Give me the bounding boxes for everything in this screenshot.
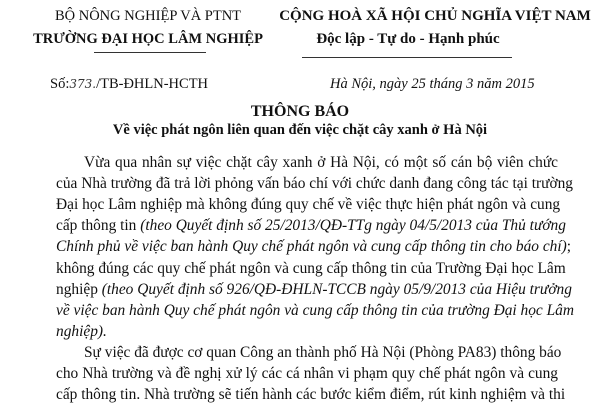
italic-citation-text: Chính phủ về việc ban hành Quy chế phát ngôn và cung cấp thông tin cho báo chí) (56, 238, 567, 256)
republic-name: CỘNG HOÀ XÃ HỘI CHỦ NGHĨA VIỆT NAM (279, 8, 591, 24)
body-text: Vừa qua nhân sự việc chặt cây xanh ở Hà Nội, có một số cán bộ viên chức (84, 154, 558, 171)
body-text: cho Nhà trường và đề nghị xử lý các cá nhân vi phạm quy chế phát ngôn và cung (56, 365, 558, 382)
body-text-line (56, 237, 572, 257)
body-text-line (56, 364, 558, 384)
body-text-line (84, 343, 562, 363)
body-text-line (56, 195, 561, 215)
body-text-line (56, 301, 574, 321)
body-text-line (56, 385, 566, 405)
body-text: Đại học Lâm nghiệp mà không đúng quy chế về việc thực hiện phát ngôn và cung (56, 196, 561, 214)
italic-citation-text: (theo Quyết định số 926/QĐ-ĐHLN-TCCB ngày 05/9/2013 của Hiệu trưởng (101, 280, 572, 298)
place-date: Hà Nội, ngày 25 tháng 3 năm 2015 (330, 76, 535, 92)
handwritten-number: 373. (69, 77, 97, 91)
body-text-line (56, 216, 566, 236)
header-left-underline (94, 52, 206, 53)
body-text-line (84, 153, 558, 173)
university-name: TRƯỜNG ĐẠI HỌC LÂM NGHIỆP (33, 31, 263, 47)
header-right-underline (302, 57, 512, 58)
body-text: cấp thông tin (56, 217, 141, 235)
body-text-line (56, 174, 574, 194)
number-suffix: /TB-ĐHLN-HCTH (96, 76, 209, 92)
body-text: của Nhà trường đã trả lời phỏng vấn báo chí với chức danh đang công tác tại trường (56, 175, 574, 193)
ministry-name: BỘ NÔNG NGHIỆP VÀ PTNT (54, 8, 242, 24)
body-text-line (56, 259, 566, 279)
body-text-line (56, 322, 558, 342)
body-text: ; (566, 238, 572, 256)
italic-citation-text: (theo Quyết định số 25/2013/QĐ-TTg ngày 04/5/2013 của Thủ tướng (140, 217, 566, 235)
document-number (50, 76, 208, 93)
body-text: cấp thông tin. Nhà trường sẽ tiến hành các bước kiểm điểm, rút kinh nghiệm và thi (56, 386, 566, 404)
italic-citation-text: nghiệp). (56, 322, 107, 340)
italic-citation-text: về việc ban hành Quy chế phát ngôn và cung cấp thông tin của trường Đại học Lâm (56, 301, 574, 319)
body-text-line (56, 280, 572, 300)
document-title: THÔNG BÁO (250, 103, 350, 120)
body-text: không đúng các quy chế phát ngôn và cung cấp thông tin của Trường Đại học Lâm (56, 259, 566, 277)
document-subtitle: Về việc phát ngôn liên quan đến việc chặt cây xanh ở Hà Nội (112, 122, 488, 138)
body-text: Sự việc đã được cơ quan Công an thành phố Hà Nội (Phòng PA83) thông báo (84, 343, 562, 361)
body-text: nghiệp (56, 280, 102, 298)
national-motto: Độc lập - Tự do - Hạnh phúc (316, 31, 500, 47)
number-prefix: Số: (50, 76, 70, 92)
